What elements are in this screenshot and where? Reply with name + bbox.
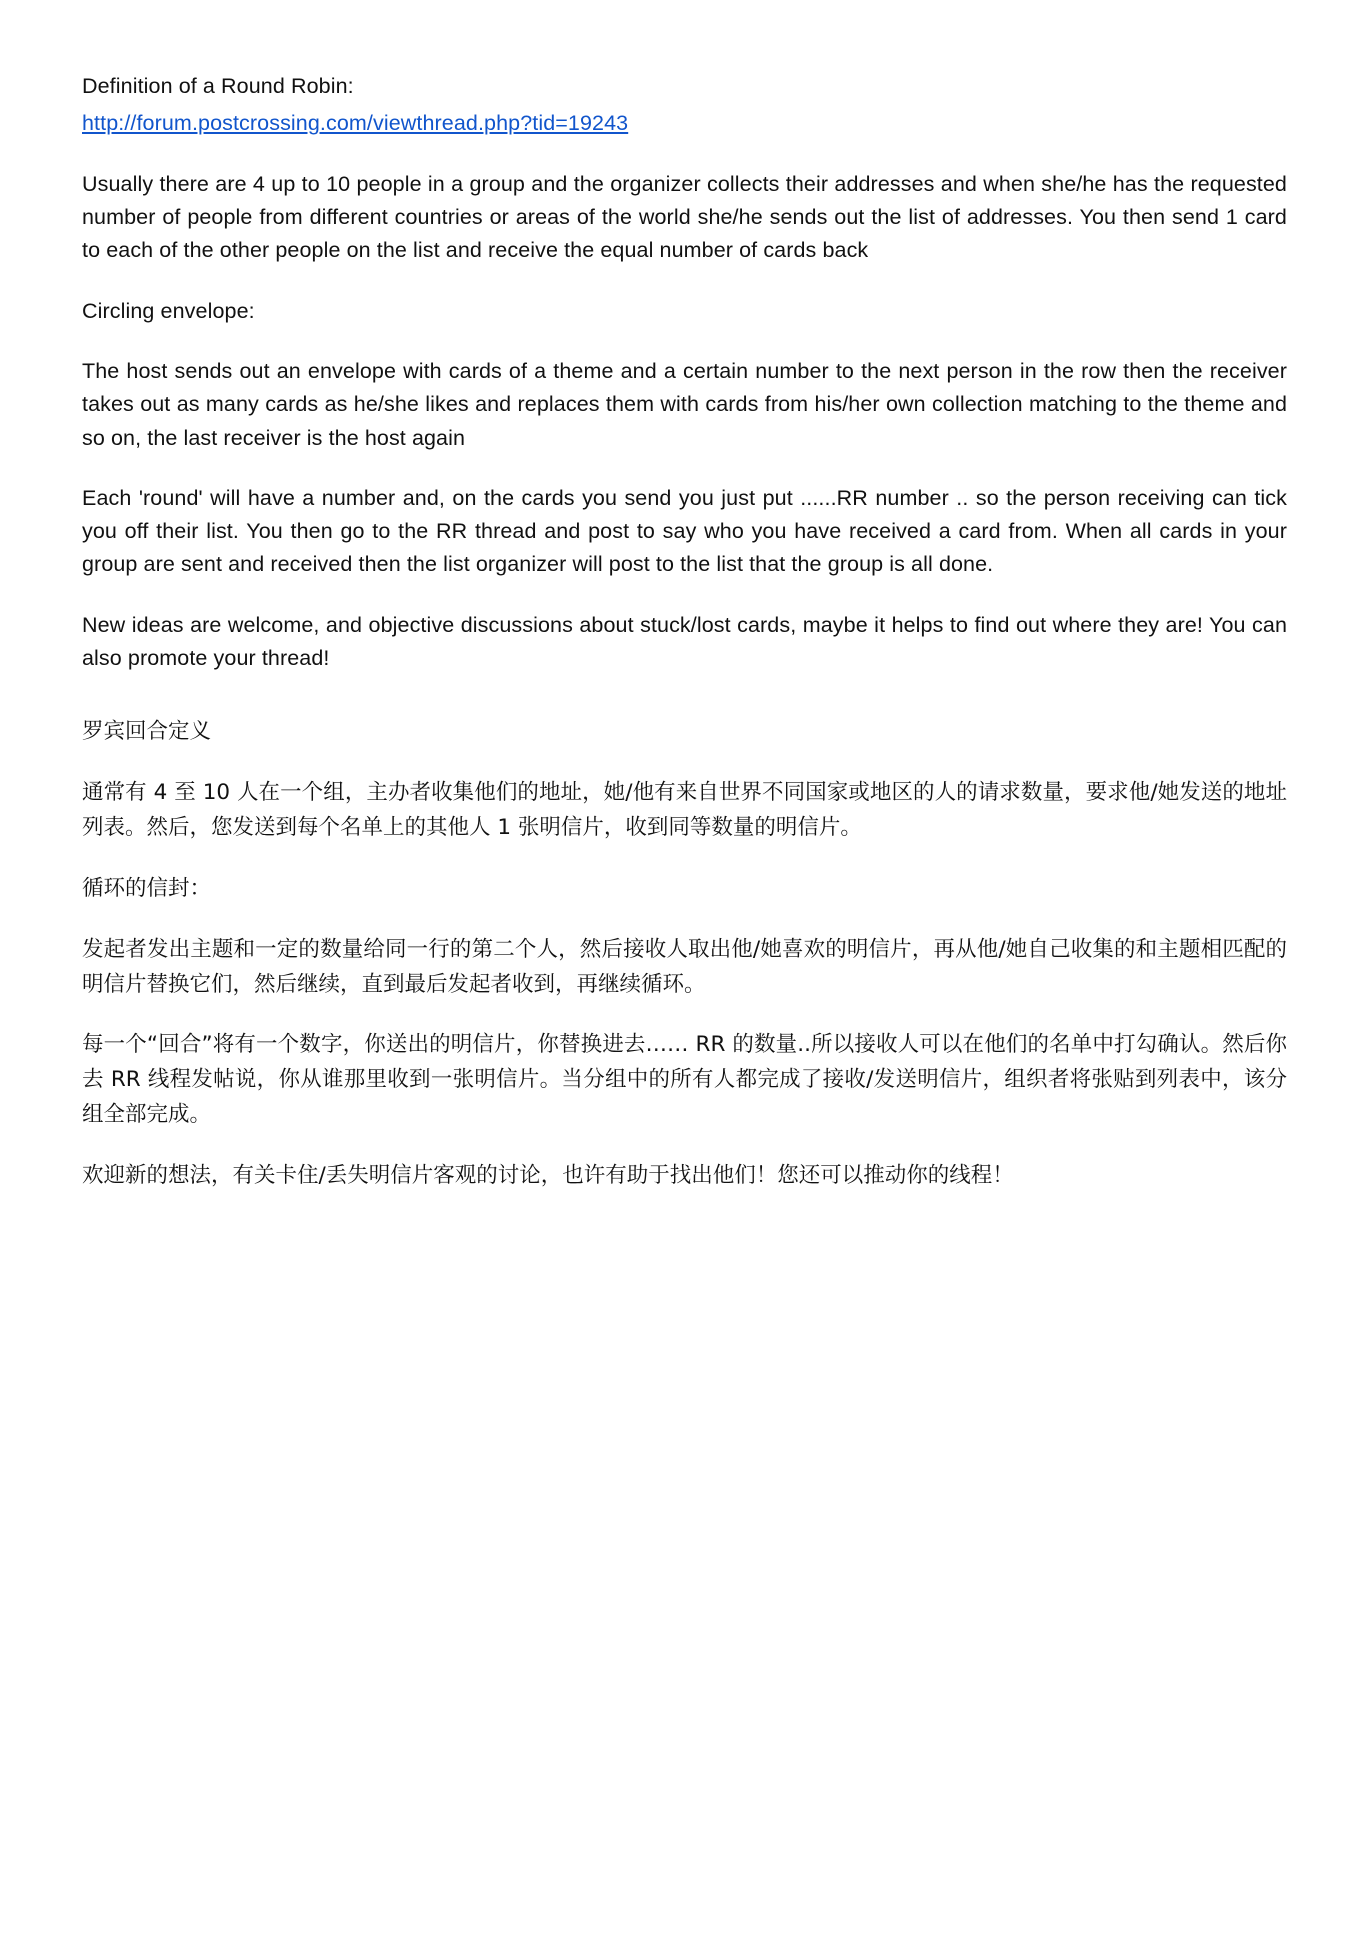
paragraph-intro: Usually there are 4 up to 10 people in a group and the organizer collects their addresses and when she/he has the requested number of people from different countries or areas of the world she/he sends out the list of addresses. You then send 1 card to each of the other people on the list and receive the equal number of cards back [82, 171, 1287, 263]
paragraph-circling-envelope-heading: Circling envelope: [82, 298, 255, 323]
paragraph-circling-envelope: The host sends out an envelope with cards of a theme and a certain number to the next person in the row then the receiver takes out as many cards as he/she likes and replaces them with cards from his/her own collection matching to the theme and so on, the last receiver is the host again [82, 358, 1287, 450]
document-heading: Definition of a Round Robin: [82, 74, 354, 98]
paragraph-chinese-new-ideas: 欢迎新的想法，有关卡住/丢失明信片客观的讨论，也许有助于找出他们！您还可以推动你的线程！ [82, 1162, 1014, 1188]
forum-thread-link[interactable]: http://forum.postcrossing.com/viewthread.php?tid=19243 [82, 111, 629, 136]
paragraph-chinese-intro: 通常有 4 至 10 人在一个组，主办者收集他们的地址，她/他有来自世界不同国家或地区的人的请求数量，要求他/她发送的地址列表。然后，您发送到每个名单上的其他人 1 张明信片，收到同等数量的明信片。 [82, 780, 1287, 841]
paragraph-chinese-envelope: 发起者发出主题和一定的数量给同一行的第二个人，然后接收人取出他/她喜欢的明信片，再从他/她自己收集的和主题相匹配的明信片替换它们，然后继续，直到最后发起者收到，再继续循环。 [82, 936, 1287, 997]
paragraph-new-ideas: New ideas are welcome, and objective discussions about stuck/lost cards, maybe it helps to find out where they are! You can also promote your thread! [82, 612, 1287, 671]
paragraph-chinese-round-number: 每一个“回合”将有一个数字，你送出的明信片，你替换进去…… RR 的数量..所以接收人可以在他们的名单中打勾确认。然后你去 RR 线程发帖说，你从谁那里收到一张明信片。当分组中的所有人都完成了接收/发送明信片，组织者将张贴到列表中，该分组全部完成。 [82, 1032, 1287, 1127]
heading-chinese: 罗宾回合定义 [82, 719, 212, 745]
paragraph-chinese-envelope-heading: 循环的信封： [82, 875, 212, 901]
paragraph-round-number: Each 'round' will have a number and, on the cards you send you just put ......RR number .. so the person receiving can tick you off their list. You then go to the RR thread and post to say who you have received a card from. When all cards in your group are sent and received then the list organizer will post to the list that the group is all done. [82, 485, 1287, 577]
forum-link-paragraph [82, 107, 1287, 140]
